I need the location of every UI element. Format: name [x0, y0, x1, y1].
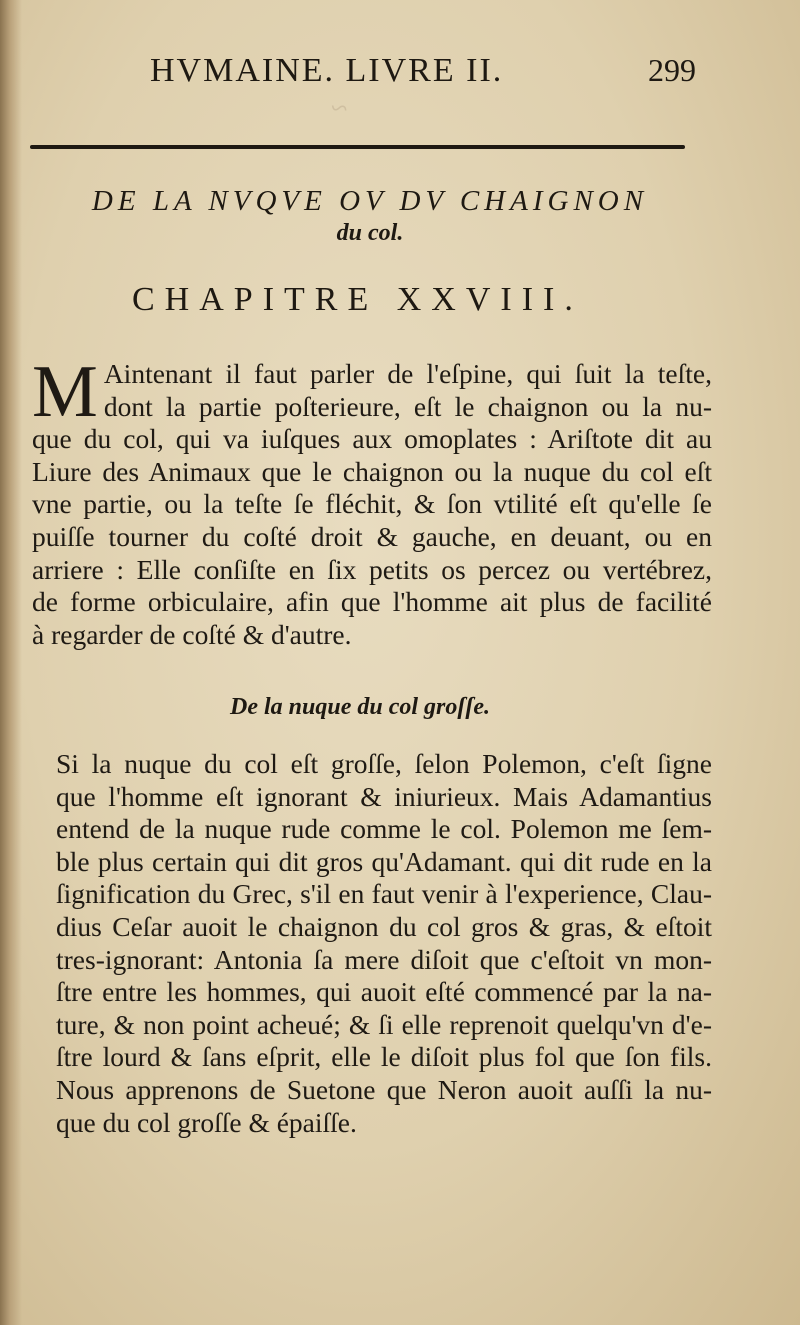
paragraph-1-line: vne partie, ou la teſte ſe fléchit, & ſon vtilité eſt qu'elle ſe [32, 488, 712, 520]
chapter-heading: CHAPITRE XXVIII. [132, 281, 583, 318]
paragraph-2-line: ſtre entre les hommes, qui auoit eſté commencé par la na- [56, 976, 712, 1008]
paragraph-2-line: Si la nuque du col eſt groſſe, ſelon Polemon, c'eſt ſigne [56, 748, 712, 779]
show-through: ~ [330, 92, 348, 125]
paragraph-1-line: que du col, qui va iuſques aux omoplates : Ariſtote dit au [32, 423, 712, 455]
paragraph-1-line: de forme orbiculaire, afin que l'homme ait plus de facilité [32, 586, 712, 618]
paragraph-2-line: que du col groſſe & épaiſſe. [56, 1106, 357, 1138]
header-rule [30, 145, 685, 149]
paragraph-2-line: ſtre lourd & ſans eſprit, elle le diſoit plus fol que ſon fils. [56, 1041, 712, 1073]
page-header [150, 52, 710, 102]
section-title-continuation: du col. [336, 220, 404, 246]
drop-cap: M [32, 351, 98, 433]
paragraph-1-line: Liure des Animaux que le chaignon ou la nuque du col eſt [32, 455, 712, 487]
paragraph-1-line: Aintenant il faut parler de l'eſpine, qui ſuit la teſte, [103, 358, 712, 389]
paragraph-1 [32, 351, 712, 651]
paragraph-2-line: entend de la nuque rude comme le col. Polemon me ſem- [56, 813, 712, 845]
paragraph-2-line: dius Ceſar auoit le chaignon du col gros & gras, & eſtoit [56, 910, 712, 942]
paragraph-2-line: Nous apprenons de Suetone que Neron auoit auſſi la nu- [56, 1073, 712, 1105]
paragraph-1-line: puiſſe tourner du coſté droit & gauche, en deuant, ou en [32, 520, 712, 552]
running-head: HVMAINE. LIVRE II. [150, 52, 504, 89]
paragraph-1-line: dont la partie poſterieure, eſt le chaignon ou la nu- [103, 390, 712, 422]
paragraph-2-line: ble plus certain qui dit gros qu'Adamant. qui dit rude en la [56, 845, 712, 877]
section-title: DE LA NVQVE OV DV CHAIGNON [91, 185, 649, 217]
gutter-shadow [0, 0, 22, 1325]
paragraph-2 [32, 748, 712, 1139]
subheading: De la nuque du col groſſe. [230, 694, 490, 720]
page-number: 299 [648, 52, 696, 88]
paragraph-2-line: ture, & non point acheué; & ſi elle reprenoit quelqu'vn d'e- [56, 1008, 712, 1040]
paragraph-2-line: que l'homme eſt ignorant & iniurieux. Mais Adamantius [56, 780, 712, 812]
paragraph-2-line: ſignification du Grec, s'il en faut venir à l'experience, Clau- [56, 878, 712, 910]
paragraph-1-line: arriere : Elle conſiſte en ſix petits os percez ou vertébrez, [32, 553, 712, 585]
paragraph-1-line: à regarder de coſté & d'autre. [32, 618, 352, 650]
paragraph-2-line: tres-ignorant: Antonia ſa mere diſoit que c'eſtoit vn mon- [56, 943, 712, 975]
